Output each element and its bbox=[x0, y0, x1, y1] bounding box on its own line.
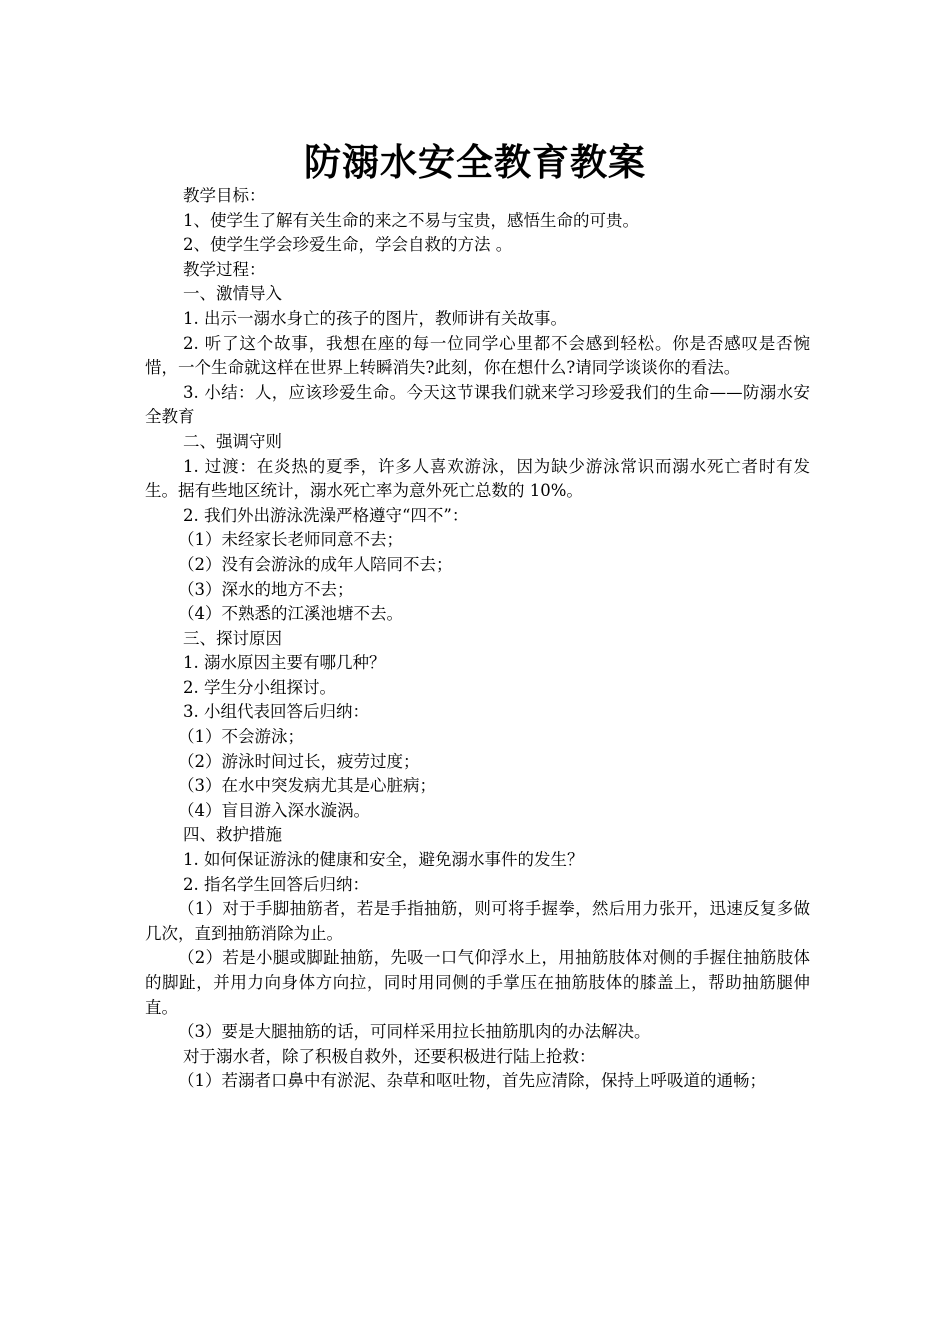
paragraph: （1）未经家长老师同意不去； bbox=[178, 530, 403, 550]
paragraph: （4）不熟悉的江溪池塘不去。 bbox=[178, 604, 403, 624]
paragraph: 2、使学生学会珍爱生命，学会自救的方法 。 bbox=[183, 235, 513, 255]
paragraph: 教学过程： bbox=[183, 259, 266, 279]
paragraph: （1）对于手脚抽筋者，若是手指抽筋，则可将手握拳，然后用力张开，迅速反复多做几次，直到抽筋消除为止。 bbox=[145, 899, 810, 943]
paragraph: 1、使学生了解有关生命的来之不易与宝贵，感悟生命的可贵。 bbox=[183, 210, 639, 230]
paragraph: （2）没有会游泳的成年人陪同不去； bbox=[178, 554, 453, 574]
paragraph: 一、激情导入 bbox=[183, 284, 282, 304]
paragraph: 2. 学生分小组探讨。 bbox=[183, 677, 336, 697]
paragraph: 3. 小组代表回答后归纳： bbox=[183, 702, 369, 722]
paragraph: （3）在水中突发病尤其是心脏病； bbox=[178, 776, 436, 796]
paragraph: （2）若是小腿或脚趾抽筋，先吸一口气仰浮水上，用抽筋肢体对侧的手握住抽筋肢体的脚趾，并用力向身体方向拉，同时用同侧的手掌压在抽筋肢体的膝盖上，帮助抽筋腿伸直。 bbox=[145, 948, 810, 1017]
paragraph: 教学目标： bbox=[183, 186, 266, 205]
paragraph: 1. 如何保证游泳的健康和安全，避免溺水事件的发生？ bbox=[183, 850, 584, 870]
paragraph: （3）要是大腿抽筋的话，可同样采用拉长抽筋肌肉的办法解决。 bbox=[178, 1022, 651, 1042]
paragraph: 2. 我们外出游泳洗澡严格遵守“四不”： bbox=[183, 505, 469, 525]
paragraph: 2. 指名学生回答后归纳： bbox=[183, 874, 369, 894]
paragraph: 1. 过渡：在炎热的夏季，许多人喜欢游泳，因为缺少游泳常识而溺水死亡者时有发生。据有些地区统计，溺水死亡率为意外死亡总数的 10%。 bbox=[145, 456, 810, 501]
paragraph: （1）若溺者口鼻中有淤泥、杂草和呕吐物，首先应清除，保持上呼吸道的通畅； bbox=[178, 1071, 766, 1091]
paragraph: 四、救护措施 bbox=[183, 825, 282, 845]
document-title: 防溺水安全教育教案 bbox=[304, 140, 646, 184]
document-body bbox=[145, 184, 810, 1094]
paragraph: （2）游泳时间过长，疲劳过度； bbox=[178, 751, 420, 771]
paragraph: 对于溺水者，除了积极自救外，还要积极进行陆上抢救： bbox=[183, 1046, 596, 1066]
paragraph: （1）不会游泳； bbox=[178, 727, 304, 747]
paragraph: 二、强调守则 bbox=[183, 431, 282, 451]
paragraph: 三、探讨原因 bbox=[183, 628, 282, 648]
paragraph: 3. 小结：人，应该珍爱生命。今天这节课我们就来学习珍爱我们的生命——防溺水安全教育 bbox=[145, 382, 810, 427]
paragraph: 2. 听了这个故事，我想在座的每一位同学心里都不会感到轻松。你是否感叹是否惋惜，一个生命就这样在世界上转瞬消失?此刻，你在想什么?请同学谈谈你的看法。 bbox=[145, 333, 810, 378]
paragraph: 1. 出示一溺水身亡的孩子的图片，教师讲有关故事。 bbox=[183, 308, 567, 328]
paragraph: （4）盲目游入深水漩涡。 bbox=[178, 800, 370, 820]
paragraph: （3）深水的地方不去； bbox=[178, 579, 354, 599]
paragraph: 1. 溺水原因主要有哪几种？ bbox=[183, 653, 386, 673]
